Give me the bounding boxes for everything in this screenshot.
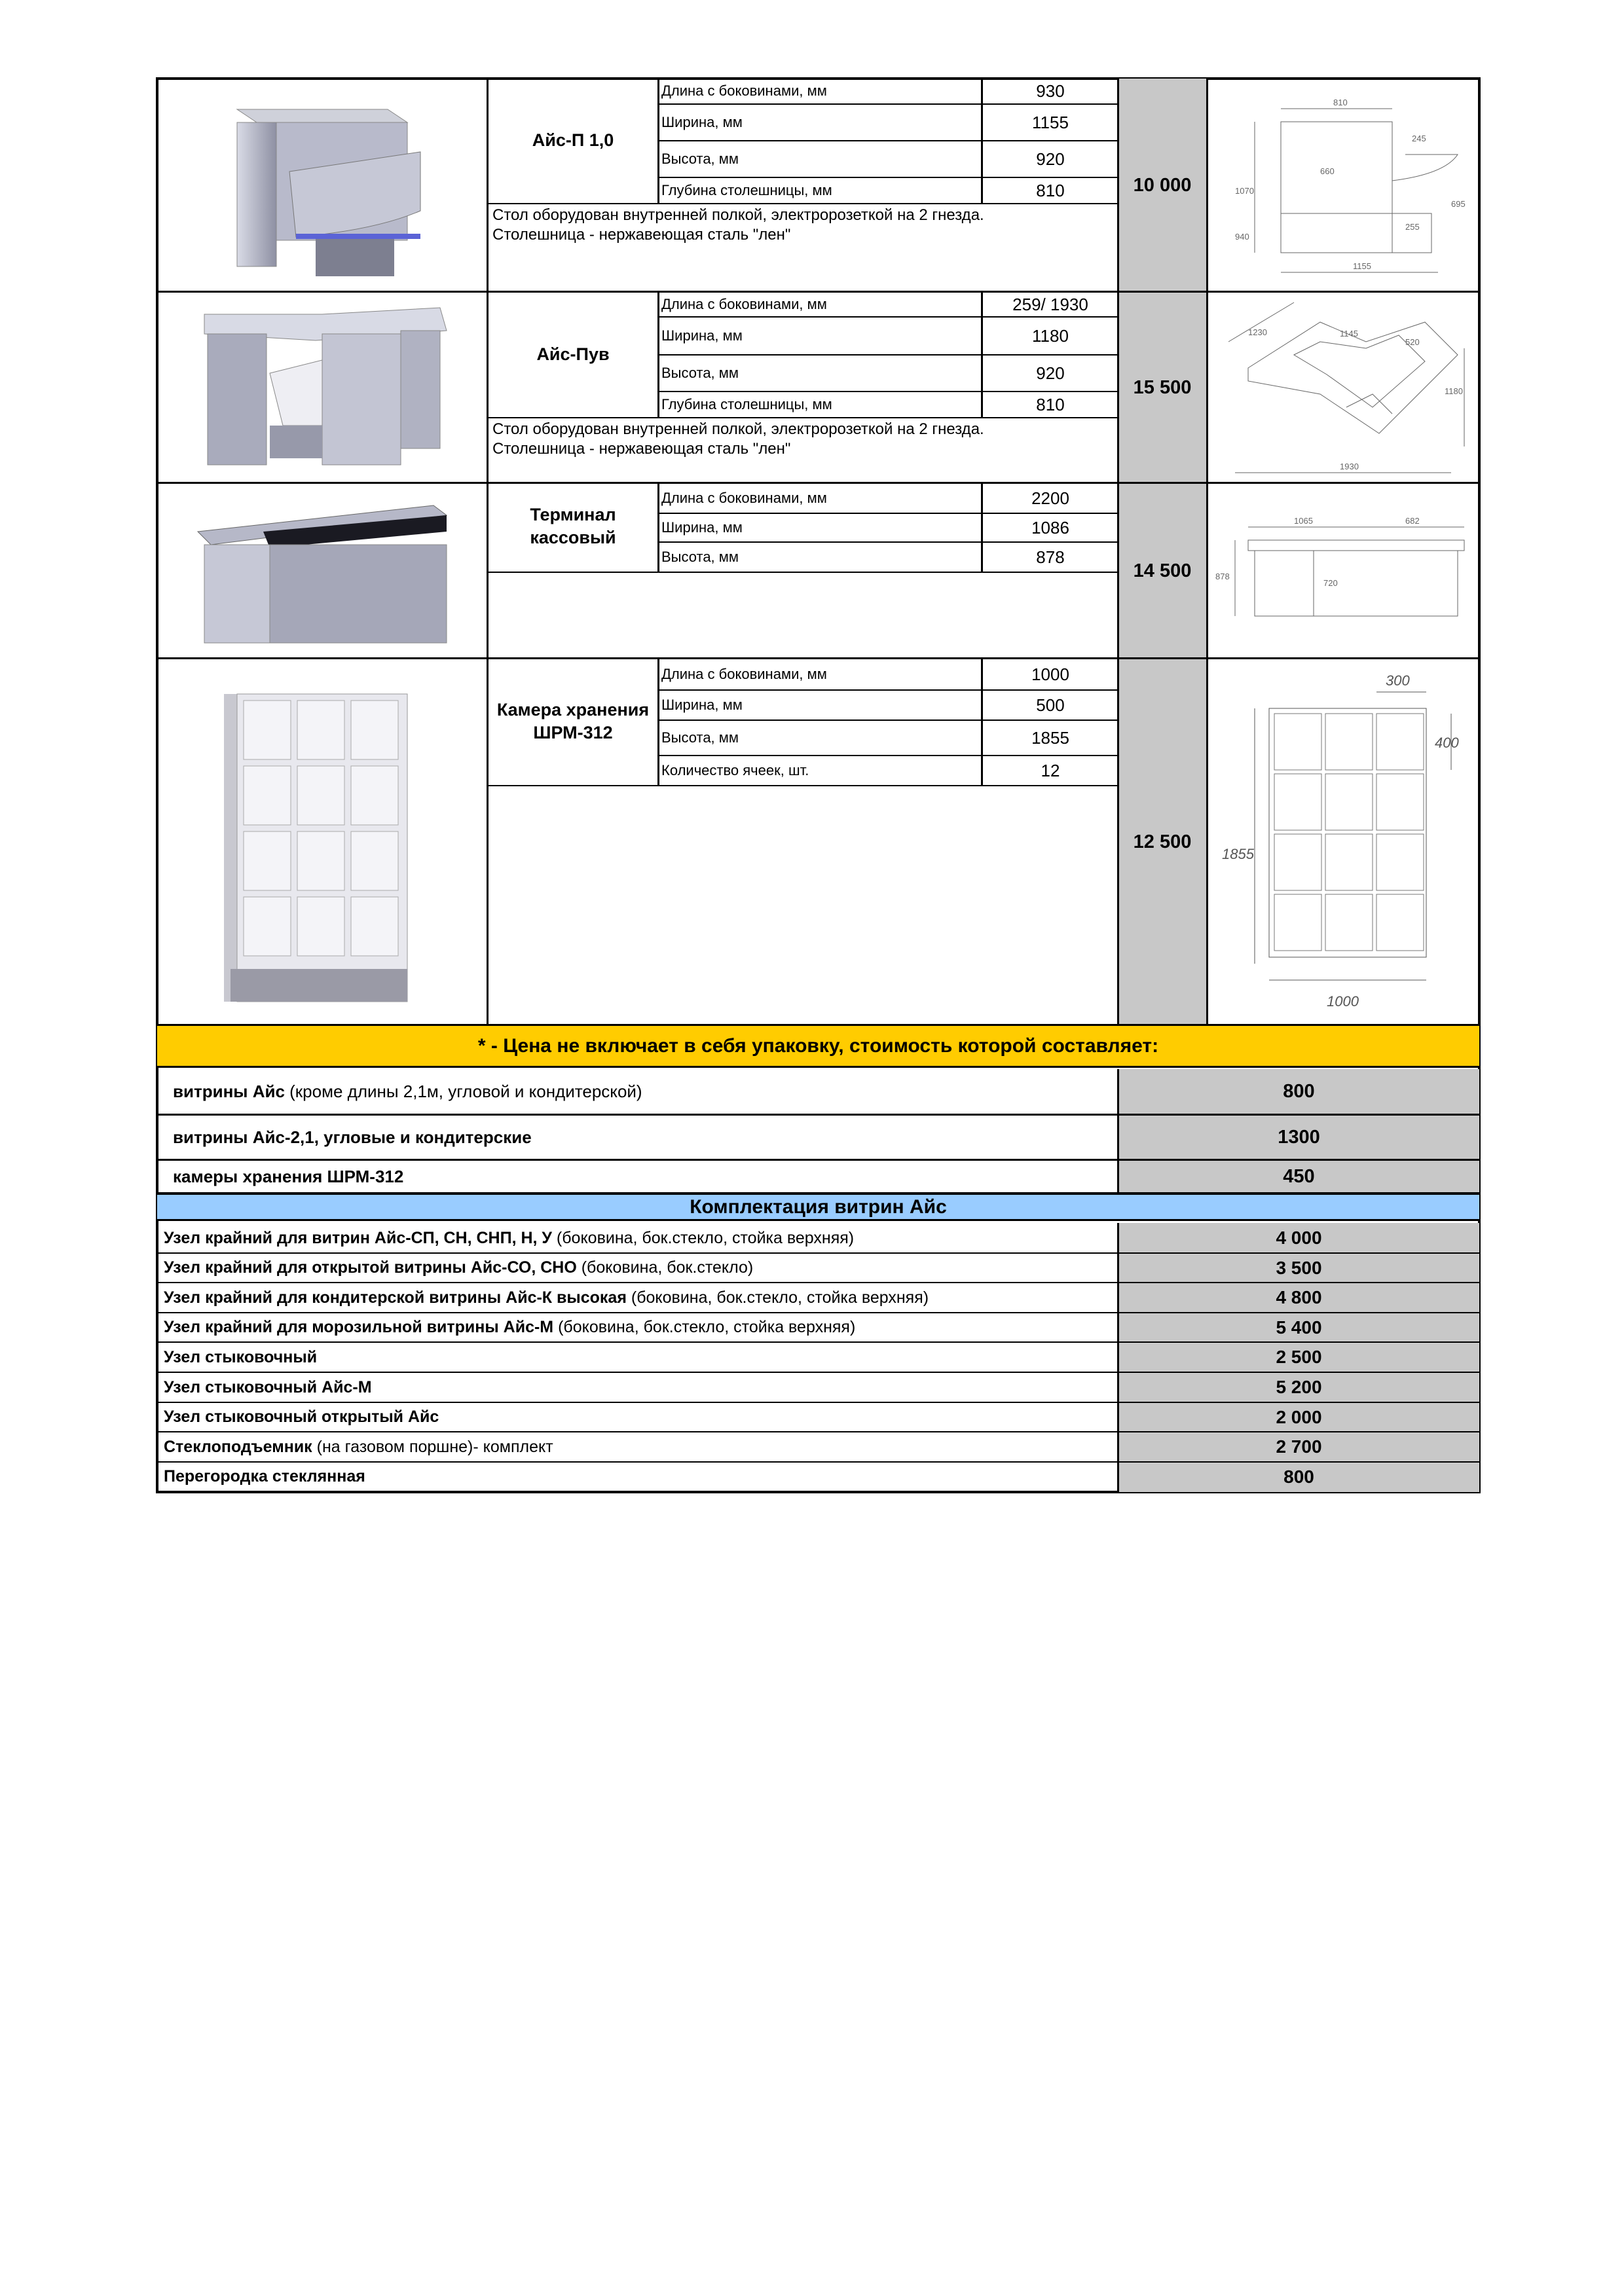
accessory-note: (на газовом поршне)- комплект (312, 1437, 553, 1456)
dim-label: 520 (1405, 337, 1420, 347)
accessory-note: (боковина, бок.стекло) (576, 1258, 754, 1277)
accessory-label: Узел крайний для морозильной витрины Айс-М (164, 1318, 554, 1336)
dim-label: 1145 (1340, 329, 1358, 338)
product-note (489, 785, 1118, 1025)
product-photo (158, 486, 486, 657)
accessories-header-text: Комплектация витрин Айс (690, 1195, 947, 1218)
spec-value: 1155 (982, 103, 1118, 140)
accessory-row (157, 1253, 1117, 1283)
dim-label: 1070 (1235, 186, 1254, 196)
accessories-header (157, 1195, 1479, 1221)
spec-label: Длина с боковинами, мм (661, 82, 827, 99)
product-price: 12 500 (1133, 831, 1192, 852)
dim-label: 660 (1320, 166, 1335, 176)
dim-label: 245 (1412, 134, 1426, 143)
accessory-price: 2 700 (1276, 1436, 1322, 1457)
technical-drawing (1209, 663, 1477, 1023)
accessory-label: Узел крайний для витрин Айс-СП, СН, СНП, Н, У (164, 1228, 552, 1247)
accessory-label: Стеклоподъемник (164, 1437, 312, 1456)
accessory-row (157, 1462, 1117, 1491)
packaging-label: витрины Айс (173, 1081, 285, 1101)
accessory-note: (боковина, бок.стекло, стойка верхняя) (626, 1288, 929, 1307)
accessory-row (157, 1313, 1117, 1342)
spec-label: Длина с боковинами, мм (661, 490, 827, 506)
product-name: Камера хранения ШРМ-312 (496, 699, 650, 742)
technical-drawing (1209, 296, 1477, 481)
dim-label: 1065 (1294, 516, 1313, 526)
spec-label: Высота, мм (657, 140, 982, 177)
spec-label: Длина с боковинами, мм (661, 666, 827, 682)
spec-label: Высота, мм (657, 541, 982, 572)
spec-value: 1180 (982, 316, 1118, 354)
accessory-row (157, 1432, 1117, 1462)
spec-label: Высота, мм (657, 720, 982, 755)
accessory-price: 4 000 (1276, 1228, 1322, 1248)
accessory-label: Узел стыковочный Айс-М (164, 1377, 372, 1396)
accessory-row (157, 1223, 1117, 1253)
spec-label: Глубина столешницы, мм (657, 177, 982, 203)
spec-label: Глубина столешницы, мм (657, 391, 982, 417)
packaging-header-text: * - Цена не включает в себя упаковку, стоимость которой составляет: (477, 1034, 1159, 1057)
dim-label: 1180 (1445, 386, 1463, 396)
accessory-price: 800 (1283, 1466, 1314, 1487)
product-name: Айс-Пув (536, 344, 610, 365)
dim-label: 878 (1215, 572, 1230, 581)
dim-label: 1855 (1222, 846, 1254, 862)
accessory-label: Узел стыковочный открытый Айс (164, 1408, 439, 1426)
spec-value: 500 (982, 689, 1118, 720)
accessory-note: (боковина, бок.стекло, стойка верхняя) (551, 1228, 855, 1247)
product-note: Стол оборудован внутренней полкой, электророзеткой на 2 гнезда. Столешница - нержавеющая сталь "лен" (489, 203, 1118, 292)
packaging-row (157, 1161, 1117, 1192)
technical-drawing (1209, 82, 1477, 289)
product-photo (158, 661, 486, 1023)
spec-label: Количество ячеек, шт. (657, 755, 982, 785)
packaging-row (157, 1069, 1117, 1114)
product-note (489, 572, 1118, 659)
spec-value: 930 (1036, 81, 1065, 101)
spec-label: Ширина, мм (657, 689, 982, 720)
spec-label: Ширина, мм (657, 103, 982, 140)
spec-value: 1000 (1031, 664, 1069, 684)
spec-table (657, 79, 1118, 203)
spec-value: 1086 (982, 513, 1118, 541)
spec-table (657, 659, 1118, 785)
product-price: 14 500 (1133, 560, 1192, 581)
accessory-price: 5 400 (1276, 1317, 1322, 1338)
accessory-label: Узел крайний для кондитерской витрины Айс-К высокая (164, 1288, 627, 1307)
packaging-label: витрины Айс-2,1, угловые и кондитерские (173, 1127, 532, 1147)
dim-label: 940 (1235, 232, 1249, 242)
packaging-note: (кроме длины 2,1м, угловой и кондитерской) (284, 1081, 642, 1101)
dim-label: 400 (1435, 735, 1459, 751)
accessory-label: Перегородка стеклянная (164, 1467, 365, 1485)
spec-value: 920 (982, 354, 1118, 391)
dim-label: 1155 (1353, 261, 1371, 271)
spec-table (657, 293, 1118, 417)
dim-label: 695 (1451, 199, 1466, 209)
packaging-price: 1300 (1278, 1126, 1320, 1148)
spec-value: 810 (982, 391, 1118, 417)
packaging-price: 450 (1283, 1165, 1315, 1187)
product-name: Терминал кассовый (530, 504, 616, 547)
product-name: Айс-П 1,0 (532, 130, 614, 151)
dim-label: 255 (1405, 222, 1420, 232)
accessory-price: 3 500 (1276, 1257, 1322, 1278)
accessory-label: Узел крайний для открытой витрины Айс-СО, СНО (164, 1258, 577, 1277)
dim-label: 1230 (1248, 327, 1267, 337)
spec-value: 12 (982, 755, 1118, 785)
dim-label: 300 (1386, 672, 1410, 689)
dim-label: 1000 (1327, 993, 1359, 1010)
spec-value: 878 (982, 541, 1118, 572)
dim-label: 810 (1333, 98, 1348, 107)
spec-label: Ширина, мм (657, 513, 982, 541)
spec-value: 920 (982, 140, 1118, 177)
product-photo (158, 80, 486, 289)
technical-drawing (1209, 514, 1477, 625)
accessory-note: (боковина, бок.стекло, стойка верхняя) (553, 1318, 856, 1336)
dim-label: 682 (1405, 516, 1420, 526)
product-note: Стол оборудован внутренней полкой, электророзеткой на 2 гнезда. Столешница - нержавеющая сталь "лен" (489, 417, 1118, 483)
packaging-header (157, 1026, 1479, 1068)
spec-label: Длина с боковинами, мм (661, 296, 827, 312)
packaging-label: камеры хранения ШРМ-312 (173, 1166, 404, 1186)
spec-table (657, 484, 1118, 572)
spec-value: 810 (982, 177, 1118, 203)
product-photo (158, 295, 486, 481)
accessory-price: 2 000 (1276, 1406, 1322, 1427)
dim-label: 720 (1323, 578, 1338, 588)
spec-label: Ширина, мм (657, 316, 982, 354)
spec-value: 1855 (982, 720, 1118, 755)
packaging-row (157, 1116, 1117, 1159)
spec-label: Высота, мм (657, 354, 982, 391)
accessory-label: Узел стыковочный (164, 1347, 318, 1366)
spec-value: 2200 (1031, 488, 1069, 508)
spec-value: 259/ 1930 (1012, 294, 1088, 314)
dim-label: 1930 (1340, 462, 1359, 471)
accessory-price: 4 800 (1276, 1287, 1322, 1307)
packaging-price: 800 (1283, 1080, 1315, 1102)
accessory-row (157, 1342, 1117, 1372)
product-price: 10 000 (1133, 174, 1192, 196)
accessory-row (157, 1402, 1117, 1432)
accessory-price: 5 200 (1276, 1377, 1322, 1397)
accessory-price: 2 500 (1276, 1347, 1322, 1367)
accessory-row (157, 1372, 1117, 1402)
accessory-row (157, 1283, 1117, 1313)
product-price: 15 500 (1133, 377, 1192, 398)
